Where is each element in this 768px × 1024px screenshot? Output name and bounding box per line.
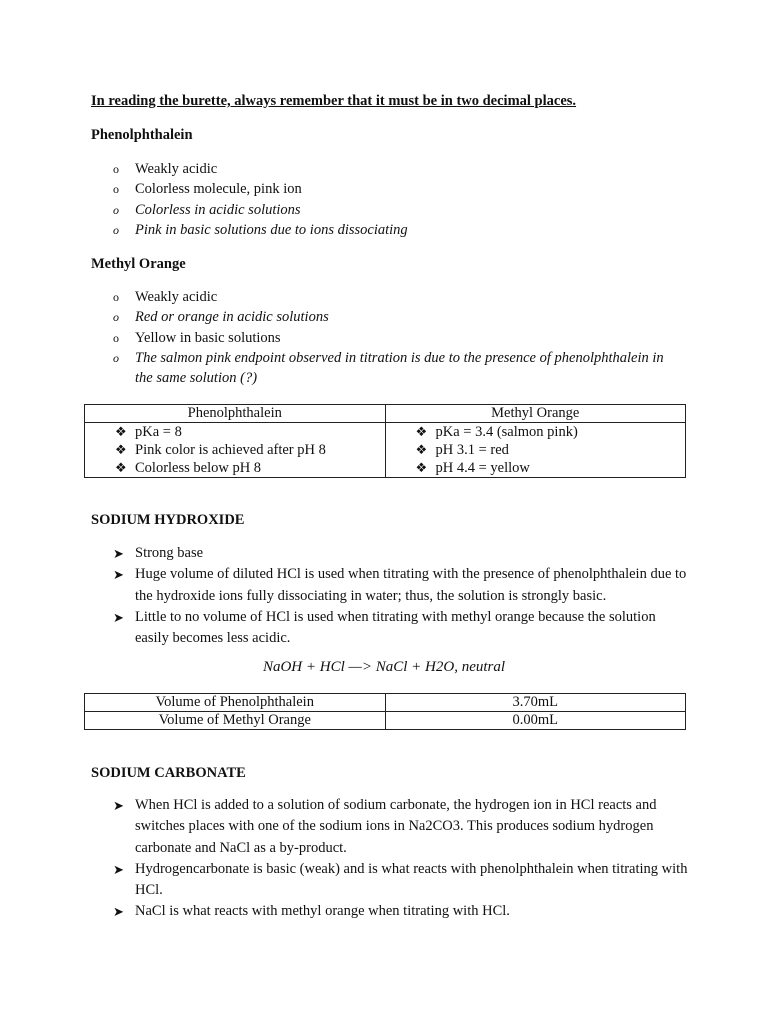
table-cell-item: ❖ Pink color is achieved after pH 8	[115, 442, 326, 458]
table-cell-item: ❖ pKa = 8	[115, 424, 182, 440]
arrow-bullet-icon: ➤	[113, 861, 124, 877]
table-cell	[385, 423, 686, 478]
methyl-orange-heading: Methyl Orange	[91, 256, 186, 272]
list-item: ➤ Huge volume of diluted HCl is used when titrating with the presence of phenolphthalein due to the hydroxide ions fully dissociating in water; thus, the solution is strongly basic.	[113, 566, 687, 604]
intro-note: In reading the burette, always remember that it must be in two decimal places.	[91, 93, 577, 109]
list-item: o Colorless molecule, pink ion	[113, 179, 408, 199]
reaction-equation: NaOH + HCl —> NaCl + H2O, neutral	[262, 659, 506, 675]
volume-value: 3.70mL	[385, 694, 686, 712]
volume-label: Volume of Methyl Orange	[85, 712, 386, 730]
table-cell-item: ❖ pH 3.1 = red	[415, 442, 509, 458]
list-item: o Colorless in acidic solutions	[113, 200, 408, 220]
list-item: ➤ Hydrogencarbonate is basic (weak) and is what reacts with phenolphthalein when titrating with HCl.	[113, 860, 688, 899]
list-item: ➤ Little to no volume of HCl is used when titrating with methyl orange because the solution easily becomes less acidic.	[113, 608, 656, 647]
phenolphthalein-list	[113, 159, 408, 240]
table-row	[85, 712, 686, 730]
sodium-hydroxide-heading: SODIUM HYDROXIDE	[91, 512, 245, 528]
list-item: ➤ When HCl is added to a solution of sodium carbonate, the hydrogen ion in HCl reacts and switches places with one of the sodium ions in Na2CO3. This produces sodium hydrogen carbonate and NaCl as a by-product.	[113, 797, 657, 856]
list-item: ➤ NaCl is what reacts with methyl orange when titrating with HCl.	[113, 901, 693, 922]
volume-value: 0.00mL	[385, 712, 686, 730]
diamond-bullet-icon: ❖	[115, 442, 127, 457]
diamond-bullet-icon: ❖	[415, 424, 428, 439]
sodium-hydroxide-list	[113, 543, 693, 649]
arrow-bullet-icon: ➤	[113, 798, 124, 813]
sodium-carbonate-list	[113, 795, 693, 923]
methyl-orange-list	[113, 287, 673, 388]
list-item: o Pink in basic solutions due to ions dissociating	[113, 220, 408, 240]
phenolphthalein-heading: Phenolphthalein	[91, 127, 193, 143]
table-cell-item: ❖ pKa = 3.4 (salmon pink)	[415, 424, 578, 440]
indicator-comparison-table	[84, 404, 686, 478]
diamond-bullet-icon: ❖	[115, 460, 127, 475]
list-item: o Yellow in basic solutions	[113, 328, 673, 348]
table-row	[85, 694, 686, 712]
arrow-bullet-icon: ➤	[113, 609, 124, 625]
arrow-bullet-icon: ➤	[113, 904, 124, 920]
table-cell-item: ❖ pH 4.4 = yellow	[415, 460, 530, 476]
table-header-methyl-orange: Methyl Orange	[385, 405, 686, 423]
table-header-phenolphthalein: Phenolphthalein	[85, 405, 386, 423]
arrow-bullet-icon: ➤	[113, 567, 124, 583]
arrow-bullet-icon: ➤	[113, 546, 124, 561]
diamond-bullet-icon: ❖	[415, 442, 428, 457]
diamond-bullet-icon: ❖	[415, 460, 428, 475]
list-item: o Weakly acidic	[113, 287, 673, 307]
volume-label: Volume of Phenolphthalein	[85, 694, 386, 712]
sodium-carbonate-heading: SODIUM CARBONATE	[91, 765, 246, 781]
list-item: o Weakly acidic	[113, 159, 408, 179]
list-item: ➤ Strong base	[113, 543, 693, 564]
list-item: o Red or orange in acidic solutions	[113, 307, 673, 327]
table-cell-item: ❖ Colorless below pH 8	[115, 460, 262, 476]
list-item: o The salmon pink endpoint observed in titration is due to the presence of phenolphthalein in the same solution (?)	[113, 348, 673, 389]
volume-table	[84, 693, 686, 730]
table-cell	[85, 423, 386, 478]
diamond-bullet-icon: ❖	[115, 424, 127, 439]
